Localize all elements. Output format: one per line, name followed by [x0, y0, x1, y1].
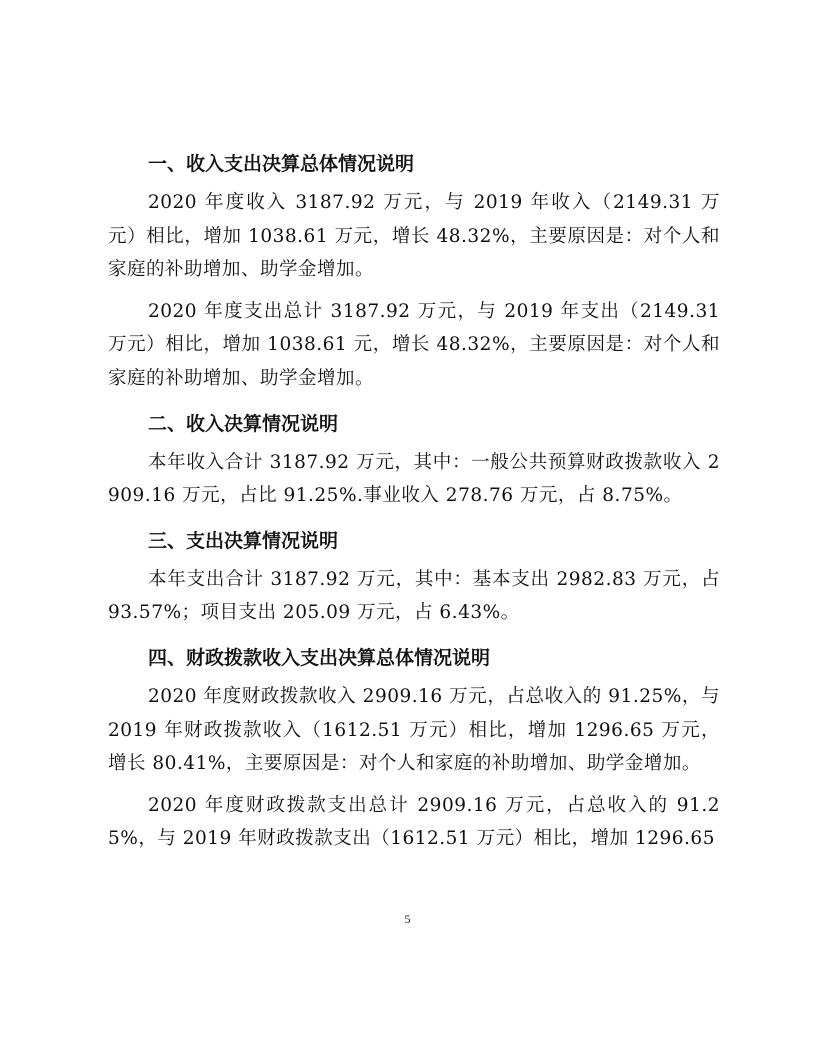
- section-heading-overview: 一、收入支出决算总体情况说明: [148, 153, 415, 175]
- paragraph-income: 本年收入合计 3187.92 万元，其中：一般公共预算财政拨款收入 2909.16 万元，占比 91.25%.事业收入 278.76 万元，占 8.75%。: [108, 451, 720, 507]
- page-number: 5: [404, 912, 411, 926]
- paragraph-overview-income: 2020 年度收入 3187.92 万元，与 2019 年收入（2149.31 万元）相比，增加 1038.61 万元，增长 48.32%，主要原因是：对个人和家庭的补助增加、助学金增加。: [108, 192, 720, 281]
- section-heading-expenditure: 三、支出决算情况说明: [148, 529, 339, 552]
- paragraph-overview-expenditure: 2020 年度支出总计 3187.92 万元，与 2019 年支出（2149.31 万元）相比，增加 1038.61 元，增长 48.32%，主要原因是：对个人和家庭的补助增加、助学金增加。: [108, 300, 720, 389]
- section-heading-income: 二、收入决算情况说明: [148, 412, 339, 435]
- paragraph-expenditure: 本年支出合计 3187.92 万元，其中：基本支出 2982.83 万元，占 93.57%；项目支出 205.09 万元，占 6.43%。: [108, 568, 720, 624]
- paragraph-fiscal-income: 2020 年度财政拨款收入 2909.16 万元，占总收入的 91.25%，与 2019 年财政拨款收入（1612.51 万元）相比，增加 1296.65 万元，增长 80.41%，主要原因是：对个人和家庭的补助增加、助学金增加。: [108, 685, 720, 775]
- section-heading-fiscal-appropriation: 四、财政拨款收入支出决算总体情况说明: [148, 646, 491, 669]
- document-body: [108, 144, 720, 864]
- paragraph-fiscal-expenditure: 2020 年度财政拨款支出总计 2909.16 万元，占总收入的 91.25%，与 2019 年财政拨款支出（1612.51 万元）相比，增加 1296.65: [108, 794, 720, 850]
